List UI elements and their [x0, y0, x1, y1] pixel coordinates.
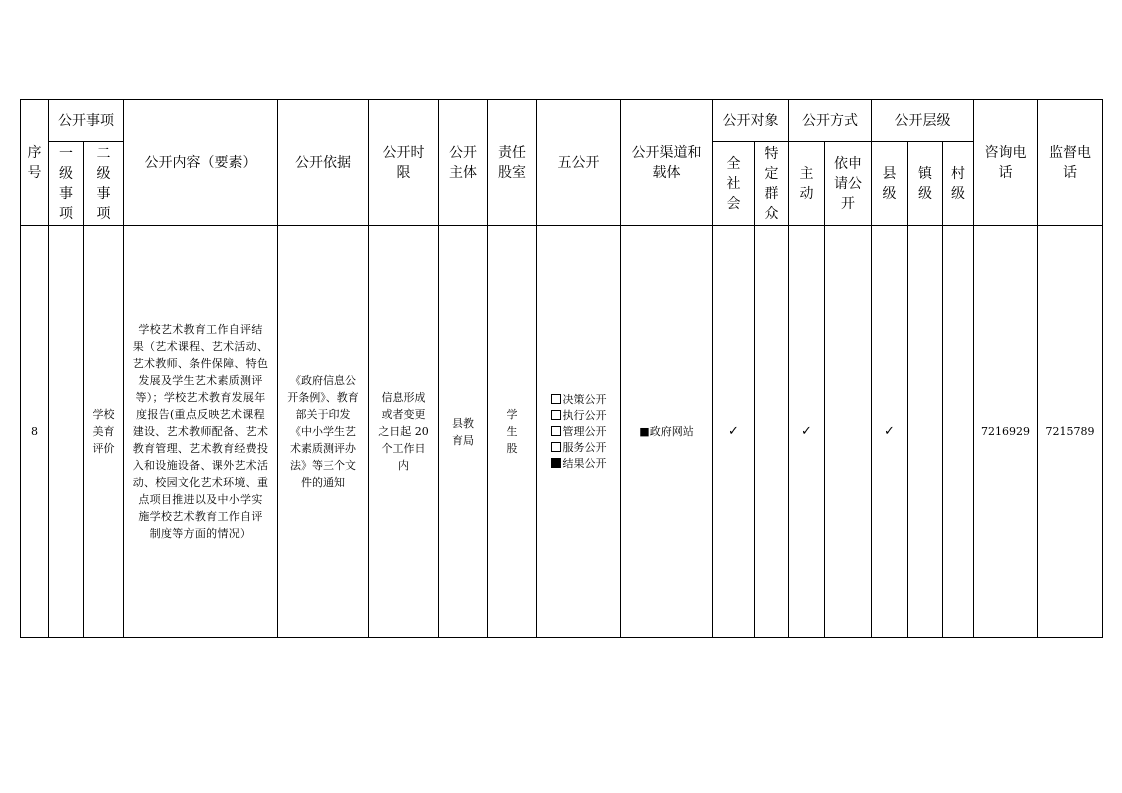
- header-method-active: 主 动: [789, 142, 825, 226]
- header-level2: 二 级 事 项: [84, 142, 124, 226]
- cell-five-public: [537, 226, 621, 638]
- cell-level-village: [943, 226, 974, 638]
- five-public-item-result: 结果公开: [551, 456, 607, 472]
- cell-subject: 县教 育局: [439, 226, 488, 638]
- header-target-all: 全 社 会: [713, 142, 755, 226]
- checkbox-checked-icon: [551, 458, 561, 468]
- header-level-village: 村 级: [943, 142, 974, 226]
- cell-time-limit: 信息形成 或者变更 之日起 20 个工作日 内: [369, 226, 439, 638]
- five-public-item-management: 管理公开: [551, 424, 607, 440]
- header-level-town: 镇 级: [908, 142, 943, 226]
- header-content: 公开内容（要素）: [124, 100, 278, 226]
- cell-channel: ■政府网站: [621, 226, 713, 638]
- header-basis: 公开依据: [278, 100, 369, 226]
- header-seq: 序 号: [21, 100, 49, 226]
- cell-level1: [49, 226, 84, 638]
- checkbox-icon: [551, 394, 561, 404]
- header-method-apply: 依申 请公 开: [825, 142, 872, 226]
- five-public-list: [551, 392, 607, 472]
- header-target: 公开对象: [713, 100, 789, 142]
- header-target-specific: 特 定 群 众: [755, 142, 789, 226]
- cell-method-active: ✓: [789, 226, 825, 638]
- header-office: 责任 股室: [488, 100, 537, 226]
- header-matters: 公开事项: [49, 100, 124, 142]
- checkbox-icon: [551, 410, 561, 420]
- five-public-item-decision: 决策公开: [551, 392, 607, 408]
- cell-content: 学校艺术教育工作自评结 果（艺术课程、艺术活动、 艺术教师、条件保障、特色 发展及学生艺术素质测评 等）；学校艺术教育发展年 度报告(重点反映艺术课程 建设、艺术教师配备、艺术 教育管理、艺术教育经费投 入和设施设备、课外艺术活 动、校园文化艺术环境、重 点项目推进以及中小学实 施学校艺术教育工作自评 制度等方面的情况）: [124, 226, 278, 638]
- header-level-county: 县 级: [872, 142, 908, 226]
- table-row: [21, 226, 1103, 638]
- cell-consult-phone: 7216929: [974, 226, 1038, 638]
- cell-office: 学 生 股: [488, 226, 537, 638]
- header-level1: 一 级 事 项: [49, 142, 84, 226]
- cell-target-all: ✓: [713, 226, 755, 638]
- cell-method-apply: [825, 226, 872, 638]
- header-subject: 公开 主体: [439, 100, 488, 226]
- header-consult-phone: 咨询电 话: [974, 100, 1038, 226]
- cell-supervise-phone: 7215789: [1038, 226, 1103, 638]
- header-method: 公开方式: [789, 100, 872, 142]
- cell-level-county: ✓: [872, 226, 908, 638]
- header-time-limit: 公开时 限: [369, 100, 439, 226]
- header-supervise-phone: 监督电 话: [1038, 100, 1103, 226]
- cell-target-specific: [755, 226, 789, 638]
- header-channel: 公开渠道和 载体: [621, 100, 713, 226]
- checkbox-icon: [551, 442, 561, 452]
- cell-level2: 学校 美育 评价: [84, 226, 124, 638]
- cell-level-town: [908, 226, 943, 638]
- header-five-public: 五公开: [537, 100, 621, 226]
- header-level: 公开层级: [872, 100, 974, 142]
- checkbox-icon: [551, 426, 561, 436]
- five-public-item-execution: 执行公开: [551, 408, 607, 424]
- disclosure-table: [20, 99, 1103, 638]
- cell-basis: 《政府信息公 开条例》、教育 部关于印发 《中小学生艺 术素质测评办 法》等三个文 件的通知: [278, 226, 369, 638]
- five-public-item-service: 服务公开: [551, 440, 607, 456]
- cell-seq: 8: [21, 226, 49, 638]
